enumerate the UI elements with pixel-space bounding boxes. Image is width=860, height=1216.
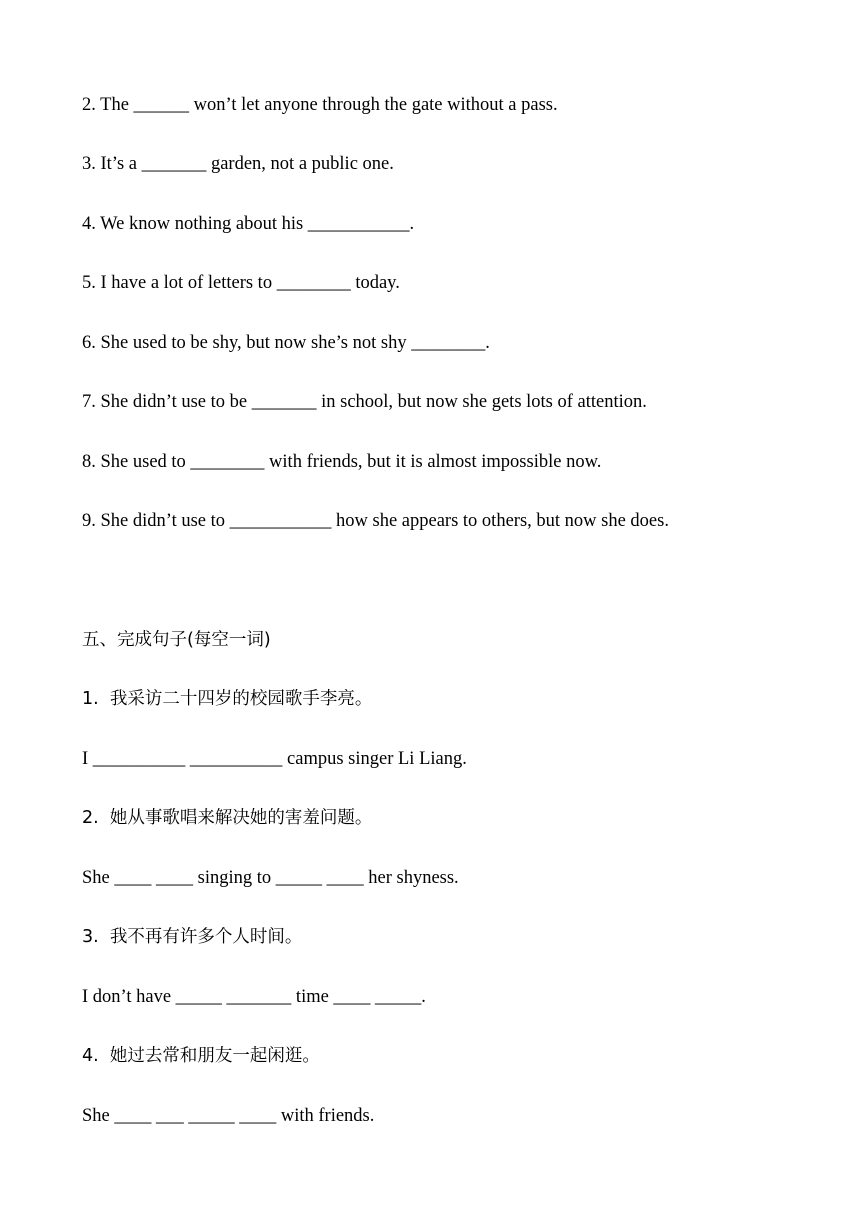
section-heading: 五、完成句子(每空一词): [82, 630, 271, 650]
exercise-item-4: 4. We know nothing about his ___________.: [82, 214, 415, 234]
sentence-4-chinese: 4. 她过去常和朋友一起闲逛。: [82, 1046, 320, 1066]
exercise-item-3: 3. It’s a _______ garden, not a public one.: [82, 154, 394, 174]
exercise-item-6: 6. She used to be shy, but now she’s not shy ________.: [82, 333, 490, 353]
sentence-3-english: I don’t have _____ _______ time ____ _____.: [82, 987, 426, 1007]
exercise-item-5: 5. I have a lot of letters to ________ today.: [82, 273, 400, 293]
exercise-item-8: 8. She used to ________ with friends, but it is almost impossible now.: [82, 452, 602, 472]
exercise-item-7: 7. She didn’t use to be _______ in school, but now she gets lots of attention.: [82, 392, 647, 412]
exercise-item-2: 2. The ______ won’t let anyone through the gate without a pass.: [82, 95, 558, 115]
sentence-2-english: She ____ ____ singing to _____ ____ her shyness.: [82, 868, 459, 888]
sentence-1-english: I __________ __________ campus singer Li Liang.: [82, 749, 467, 769]
sentence-2-chinese: 2. 她从事歌唱来解决她的害羞问题。: [82, 808, 373, 828]
sentence-1-chinese: 1. 我采访二十四岁的校园歌手李亮。: [82, 689, 373, 709]
sentence-4-english: She ____ ___ _____ ____ with friends.: [82, 1106, 375, 1126]
exercise-item-9: 9. She didn’t use to ___________ how she appears to others, but now she does.: [82, 511, 669, 531]
sentence-3-chinese: 3. 我不再有许多个人时间。: [82, 927, 303, 947]
